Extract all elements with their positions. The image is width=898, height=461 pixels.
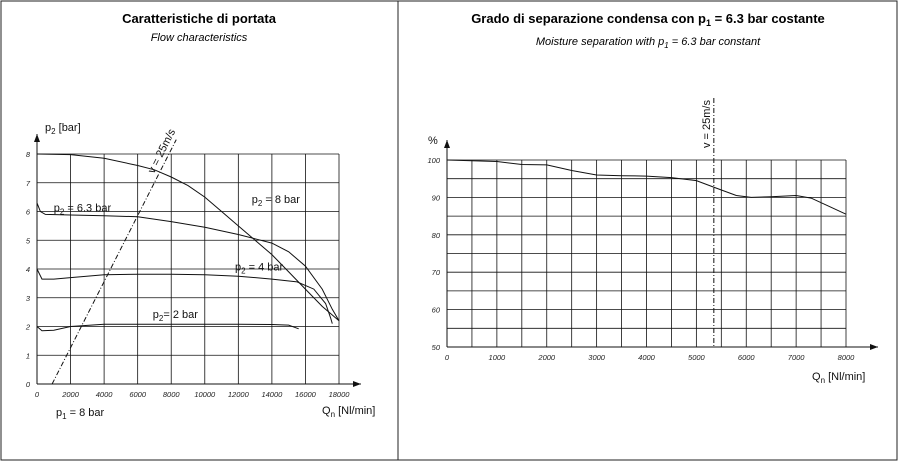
right-y-tick-label: 80 [431, 230, 440, 240]
left-velocity-label: v = 25m/s [145, 127, 179, 176]
left-series-label-1: $p_2 = 6.3$ bar [53, 202, 112, 217]
left-x-tick-label: 12000 [227, 390, 249, 399]
right-grid [444, 140, 878, 350]
left-chart-title: Caratteristiche di portata [122, 11, 276, 26]
left-y-tick-label: 4 [25, 265, 30, 274]
right-x-tick-label: 3000 [588, 353, 605, 362]
left-x-tick-label: 8000 [162, 390, 180, 399]
right-chart-title: Grado di separazione condensa con $p_1 = 6.3$ bar costante [471, 11, 825, 28]
left-y-axis-label: $p_2$ [bar] [45, 122, 81, 136]
right-y-tick-label: 70 [431, 268, 440, 278]
left-curves [37, 127, 339, 384]
left-y-tick-label: 0 [25, 380, 30, 389]
right-x-tick-label: 4000 [638, 353, 655, 362]
left-series-label-3: $p_2= 2$ bar [152, 308, 198, 323]
right-tick-labels [427, 156, 855, 362]
left-y-tick-label: 5 [25, 236, 30, 246]
left-x-tick-label: 4000 [95, 390, 113, 399]
left-y-tick-label: 8 [25, 150, 30, 159]
left-series-line-0 [37, 154, 339, 321]
right-chart-subtitle: Moisture separation with $p_1 = 6.3$ bar constant [535, 36, 761, 50]
left-series-label-2: $p_2 = 4$ bar [234, 261, 284, 276]
left-series-line-3 [37, 324, 299, 331]
right-x-tick-label: 1000 [488, 353, 506, 362]
left-grid [34, 134, 361, 387]
right-x-tick-label: 6000 [737, 353, 755, 362]
right-y-tick-label: 60 [431, 305, 440, 315]
right-x-axis-arrow [870, 344, 878, 350]
left-x-tick-label: 10000 [194, 390, 216, 399]
right-y-tick-label: 100 [427, 156, 440, 165]
left-y-tick-label: 2 [25, 322, 30, 332]
right-x-tick-label: 0 [444, 353, 450, 362]
right-x-axis-label: $Q_n$ [Nl/min] [812, 371, 866, 385]
right-y-axis-arrow [444, 140, 450, 148]
left-x-tick-label: 18000 [328, 390, 350, 399]
right-y-tick-label: 90 [431, 193, 440, 203]
right-velocity-label: v = 25m/s [700, 100, 713, 148]
right-x-tick-label: 7000 [787, 353, 805, 362]
right-y-axis-label: % [428, 135, 438, 147]
left-y-tick-label: 7 [25, 178, 30, 188]
left-series-label-0: $p_2 = 8$ bar [251, 193, 300, 208]
left-chart-subtitle: Flow characteristics [150, 32, 248, 44]
left-x-axis-label: $Q_n$ [Nl/min] [322, 405, 376, 419]
right-x-tick-label: 2000 [538, 353, 556, 362]
flow-characteristics-chart [25, 11, 376, 421]
right-x-tick-label: 8000 [837, 353, 855, 362]
left-y-tick-label: 1 [25, 351, 30, 361]
inlet-pressure-label: $p_1 = 8$ bar [56, 407, 105, 421]
left-y-axis-arrow [34, 134, 40, 142]
right-x-tick-label: 5000 [688, 353, 705, 362]
left-x-tick-label: 14000 [261, 390, 283, 399]
left-x-tick-label: 6000 [129, 390, 147, 399]
left-x-tick-label: 0 [34, 390, 40, 399]
right-y-tick-label: 50 [431, 343, 440, 352]
left-y-tick-label: 3 [25, 293, 30, 303]
left-y-tick-label: 6 [25, 207, 30, 217]
left-x-tick-label: 16000 [295, 390, 316, 399]
moisture-separation-chart [427, 11, 878, 385]
left-series-line-1 [37, 203, 339, 321]
left-x-tick-label: 2000 [62, 390, 79, 399]
left-x-axis-arrow [353, 381, 361, 387]
